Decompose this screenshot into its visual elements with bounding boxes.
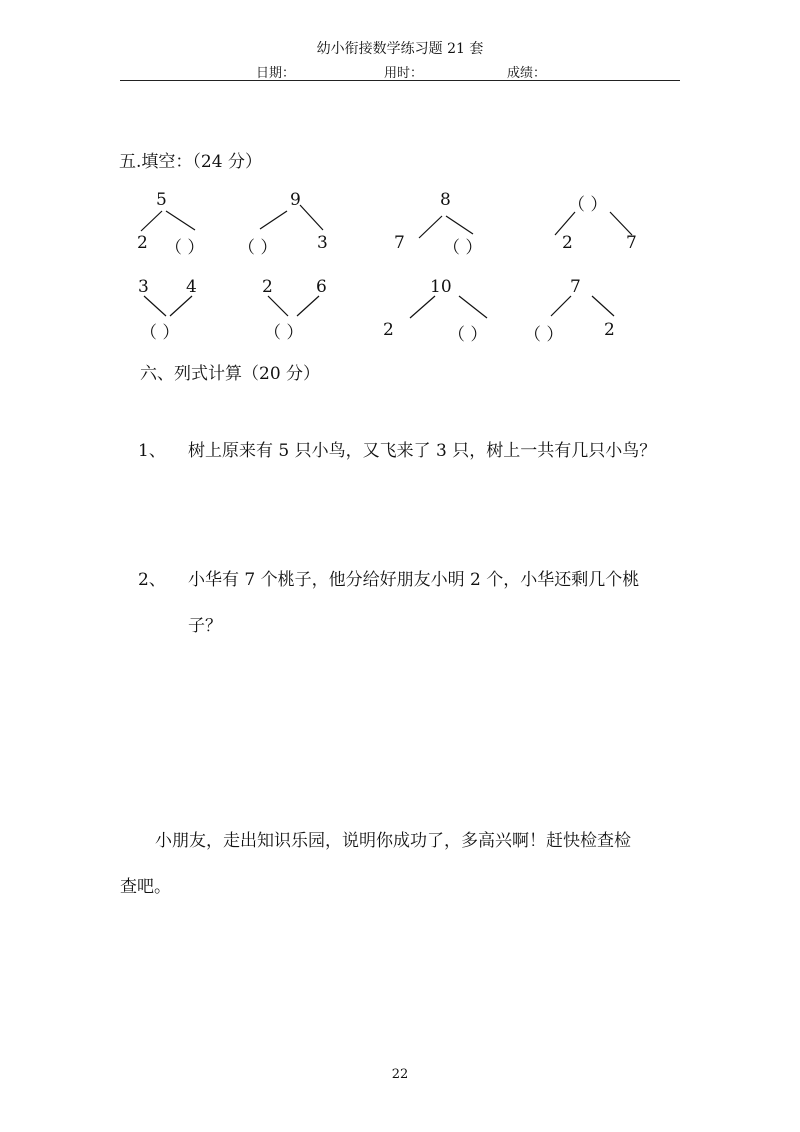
closing-message: 小朋友，走出知识乐园，说明你成功了，多高兴啊！赶快检查检 <box>155 831 631 851</box>
bond-right-blank: （ ） <box>165 238 205 258</box>
bond-top: 8 <box>440 190 451 210</box>
question-text: 小华有 7 个桃子，他分给好朋友小明 2 个，小华还剩几个桃 <box>188 570 640 590</box>
bond-top: 10 <box>430 277 452 297</box>
bond-right-blank: （ ） <box>448 325 488 345</box>
bond-left: 2 <box>383 320 394 340</box>
bond-top-left: 2 <box>262 277 273 297</box>
closing-message-continued: 查吧。 <box>120 877 171 897</box>
bond-bottom-blank: （ ） <box>140 323 180 343</box>
bond-top: 7 <box>570 277 581 297</box>
bond-top: 5 <box>156 190 167 210</box>
bond-left: 2 <box>137 233 148 253</box>
question-text: 树上原来有 5 只小鸟，又飞来了 3 只，树上一共有几只小鸟？ <box>188 441 657 461</box>
bond-left: 2 <box>562 233 573 253</box>
bond-line <box>446 216 473 234</box>
score-label: 成绩： <box>507 66 547 81</box>
bond-line <box>141 211 162 231</box>
bond-right-blank: （ ） <box>443 238 483 258</box>
bond-line <box>551 296 571 316</box>
page-number: 22 <box>391 1067 409 1082</box>
bond-top-blank: （ ） <box>568 195 608 215</box>
bond-right: 2 <box>604 320 615 340</box>
bond-left-blank: （ ） <box>238 238 278 258</box>
question-index: 2、 <box>138 570 166 590</box>
bond-line <box>610 212 632 235</box>
document-header-title: 幼小衔接数学练习题 21 套 <box>316 41 484 57</box>
bond-top-left: 3 <box>138 277 149 297</box>
bond-line <box>260 211 287 229</box>
bond-left-blank: （ ） <box>524 325 564 345</box>
bond-line <box>459 296 487 318</box>
bond-line <box>419 216 442 238</box>
bond-line <box>166 211 195 230</box>
bond-line <box>555 212 575 235</box>
bond-left: 7 <box>394 233 405 253</box>
section-5-title: 五.填空：（24 分） <box>119 152 262 172</box>
bond-bottom-blank: （ ） <box>264 323 304 343</box>
bond-line <box>592 296 614 316</box>
bond-top-right: 4 <box>186 277 197 297</box>
bond-right: 7 <box>626 233 637 253</box>
bond-line <box>410 296 435 318</box>
time-label: 用时： <box>384 66 424 81</box>
section-6-title: 六、列式计算（20 分） <box>140 364 321 384</box>
bond-line <box>300 205 323 230</box>
bond-line <box>170 296 192 316</box>
bond-line <box>144 296 166 316</box>
question-index: 1、 <box>138 441 166 461</box>
bond-line <box>268 296 288 316</box>
bond-line <box>297 296 319 316</box>
bond-top-right: 6 <box>316 277 327 297</box>
date-label: 日期： <box>256 66 296 81</box>
question-text-continued: 子？ <box>188 616 222 636</box>
bond-right: 3 <box>317 233 328 253</box>
bond-top: 9 <box>290 190 301 210</box>
